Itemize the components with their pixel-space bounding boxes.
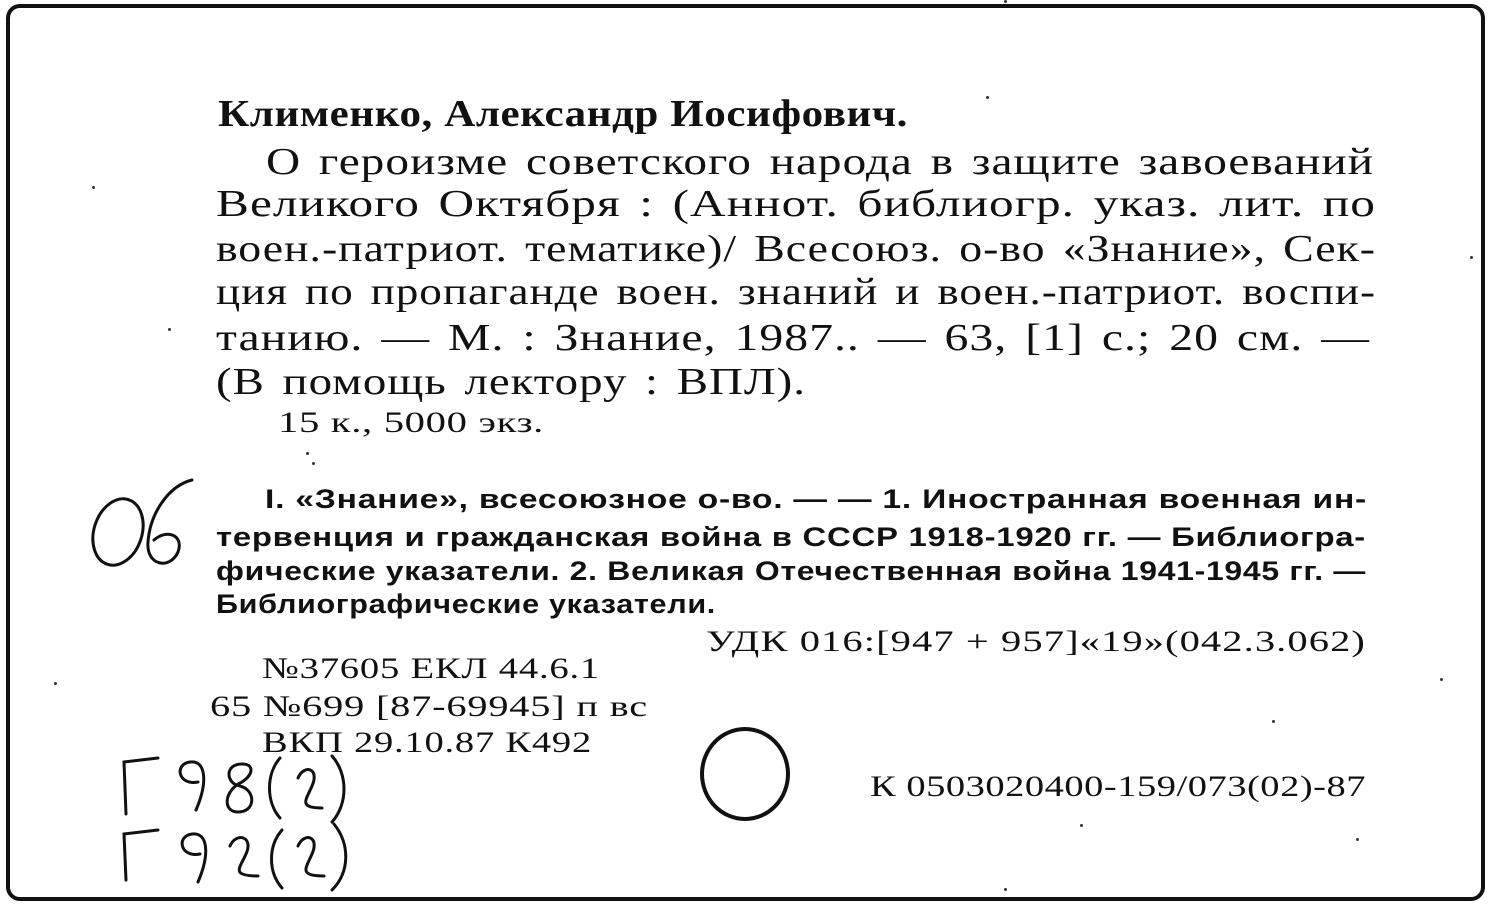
scan-speck	[986, 96, 989, 99]
scan-speck	[92, 186, 95, 189]
price-line: 15 к., 5000 экз.	[278, 406, 544, 439]
handwritten-shelf-mark-1	[112, 752, 352, 824]
handwritten-shelf-mark-2	[112, 822, 352, 894]
scan-speck	[1272, 720, 1275, 723]
catalog-line-1: №37605 ЕКЛ 44.6.1	[262, 652, 600, 685]
catalog-line-3: ВКП 29.10.87 К492	[262, 726, 592, 759]
scan-speck	[1470, 256, 1473, 259]
scan-speck	[1004, 0, 1007, 3]
scan-speck	[312, 462, 315, 465]
handwritten-margin-mark	[80, 470, 210, 580]
subject-line-3: фические указатели. 2. Великая Отечественная война 1941-1945 гг. —	[216, 556, 1366, 586]
title-line-2: Великого Октября : (Аннот. библиогр. указ. лит. по	[216, 183, 1376, 225]
title-line-5: танию. — М. : Знание, 1987.. — 63, [1] с.; 20 см. —	[216, 317, 1370, 359]
title-line-3: воен.-патриот. тематике)/ Всесоюз. о-во «Знание», Сек-	[216, 228, 1376, 270]
author-heading: Клименко, Александр Иосифович.	[218, 93, 908, 135]
scan-speck	[1440, 678, 1443, 681]
index-code: К 0503020400-159/073(02)-87	[870, 770, 1366, 803]
subject-line-4: Библиографические указатели.	[216, 589, 716, 619]
scan-speck	[1080, 824, 1083, 827]
subject-line-1: I. «Знание», всесоюзное о-во. — — 1. Иностранная военная ин-	[265, 484, 1367, 514]
scan-speck	[306, 452, 309, 455]
title-line-4: ция по пропаганде воен. знаний и воен.-патриот. воспи-	[216, 271, 1376, 313]
title-line-1: О героизме советского народа в защите завоеваний	[266, 141, 1374, 183]
udc-line: УДК 016:[947 + 957]«19»(042.3.062)	[706, 625, 1366, 658]
catalog-line-2: 65 №699 [87-69945] п вс	[210, 690, 648, 723]
scan-speck	[1004, 888, 1007, 891]
scan-speck	[54, 682, 57, 685]
scan-speck	[1356, 838, 1359, 841]
subject-line-2: тервенция и гражданская война в СССР 1918-1920 гг. — Библиогра-	[216, 522, 1366, 552]
scan-speck	[168, 328, 171, 331]
circle-mark	[700, 727, 790, 821]
title-line-6: (В помощь лектору : ВПЛ).	[216, 361, 806, 403]
